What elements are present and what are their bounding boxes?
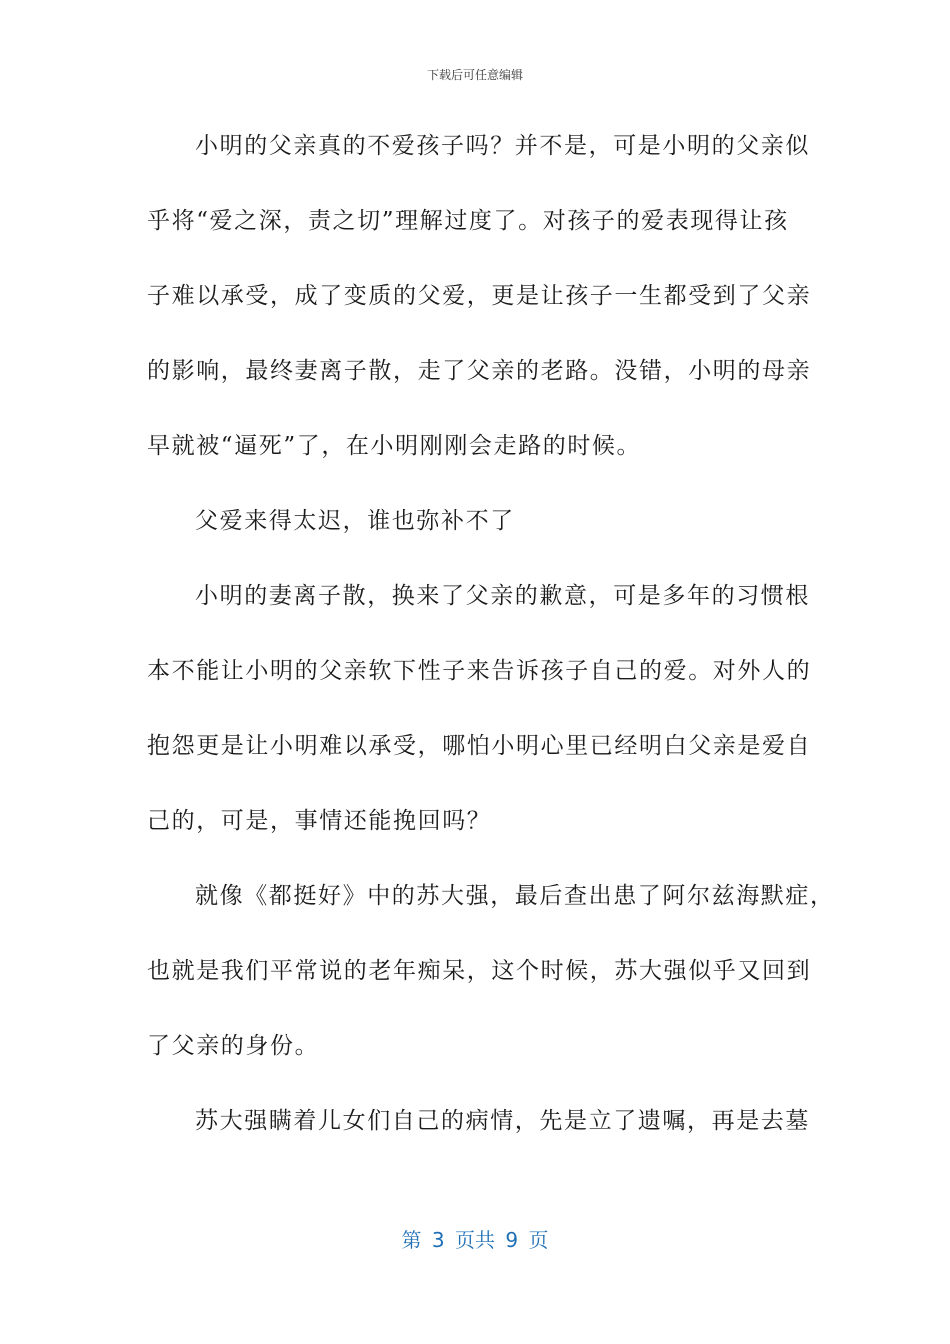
text-line: 早就被“逼死”了，在小明刚刚会走路的时候。	[147, 433, 642, 459]
text-line: 的影响，最终妻离子散，走了父亲的老路。没错，小明的母亲	[147, 358, 812, 384]
text-line: 己的，可是，事情还能挽回吗？	[147, 808, 492, 834]
text-line: 子难以承受，成了变质的父爱，更是让孩子一生都受到了父亲	[147, 283, 812, 309]
text-line: 本不能让小明的父亲软下性子来告诉孩子自己的爱。对外人的	[147, 658, 812, 684]
text-line: 小明的妻离子散，换来了父亲的歉意，可是多年的习惯根	[195, 583, 810, 609]
text-line: 抱怨更是让小明难以承受，哪怕小明心里已经明白父亲是爱自	[147, 733, 812, 759]
page-label-middle: 页共	[455, 1228, 495, 1252]
text-line: 也就是我们平常说的老年痴呆，这个时候，苏大强似乎又回到	[147, 958, 812, 984]
text-line: 乎将“爱之深，责之切”理解过度了。对孩子的爱表现得让孩	[147, 208, 789, 234]
page-number-footer	[0, 1224, 950, 1253]
total-pages-number: 9	[505, 1228, 519, 1252]
page-header: 下载后可任意编辑	[426, 68, 523, 82]
text-line: 了父亲的身份。	[147, 1033, 320, 1059]
current-page-number: 3	[431, 1228, 445, 1252]
text-line: 小明的父亲真的不爱孩子吗？并不是，可是小明的父亲似	[195, 133, 810, 159]
text-line: 父爱来得太迟，谁也弥补不了	[195, 508, 515, 534]
document-body	[147, 116, 835, 1166]
text-line: 就像《都挺好》中的苏大强，最后查出患了阿尔兹海默症，	[195, 883, 835, 909]
text-line: 苏大强瞒着儿女们自己的病情，先是立了遗嘱，再是去墓	[195, 1108, 810, 1134]
page-label-suffix: 页	[528, 1228, 549, 1252]
page-label-prefix: 第	[401, 1228, 422, 1252]
